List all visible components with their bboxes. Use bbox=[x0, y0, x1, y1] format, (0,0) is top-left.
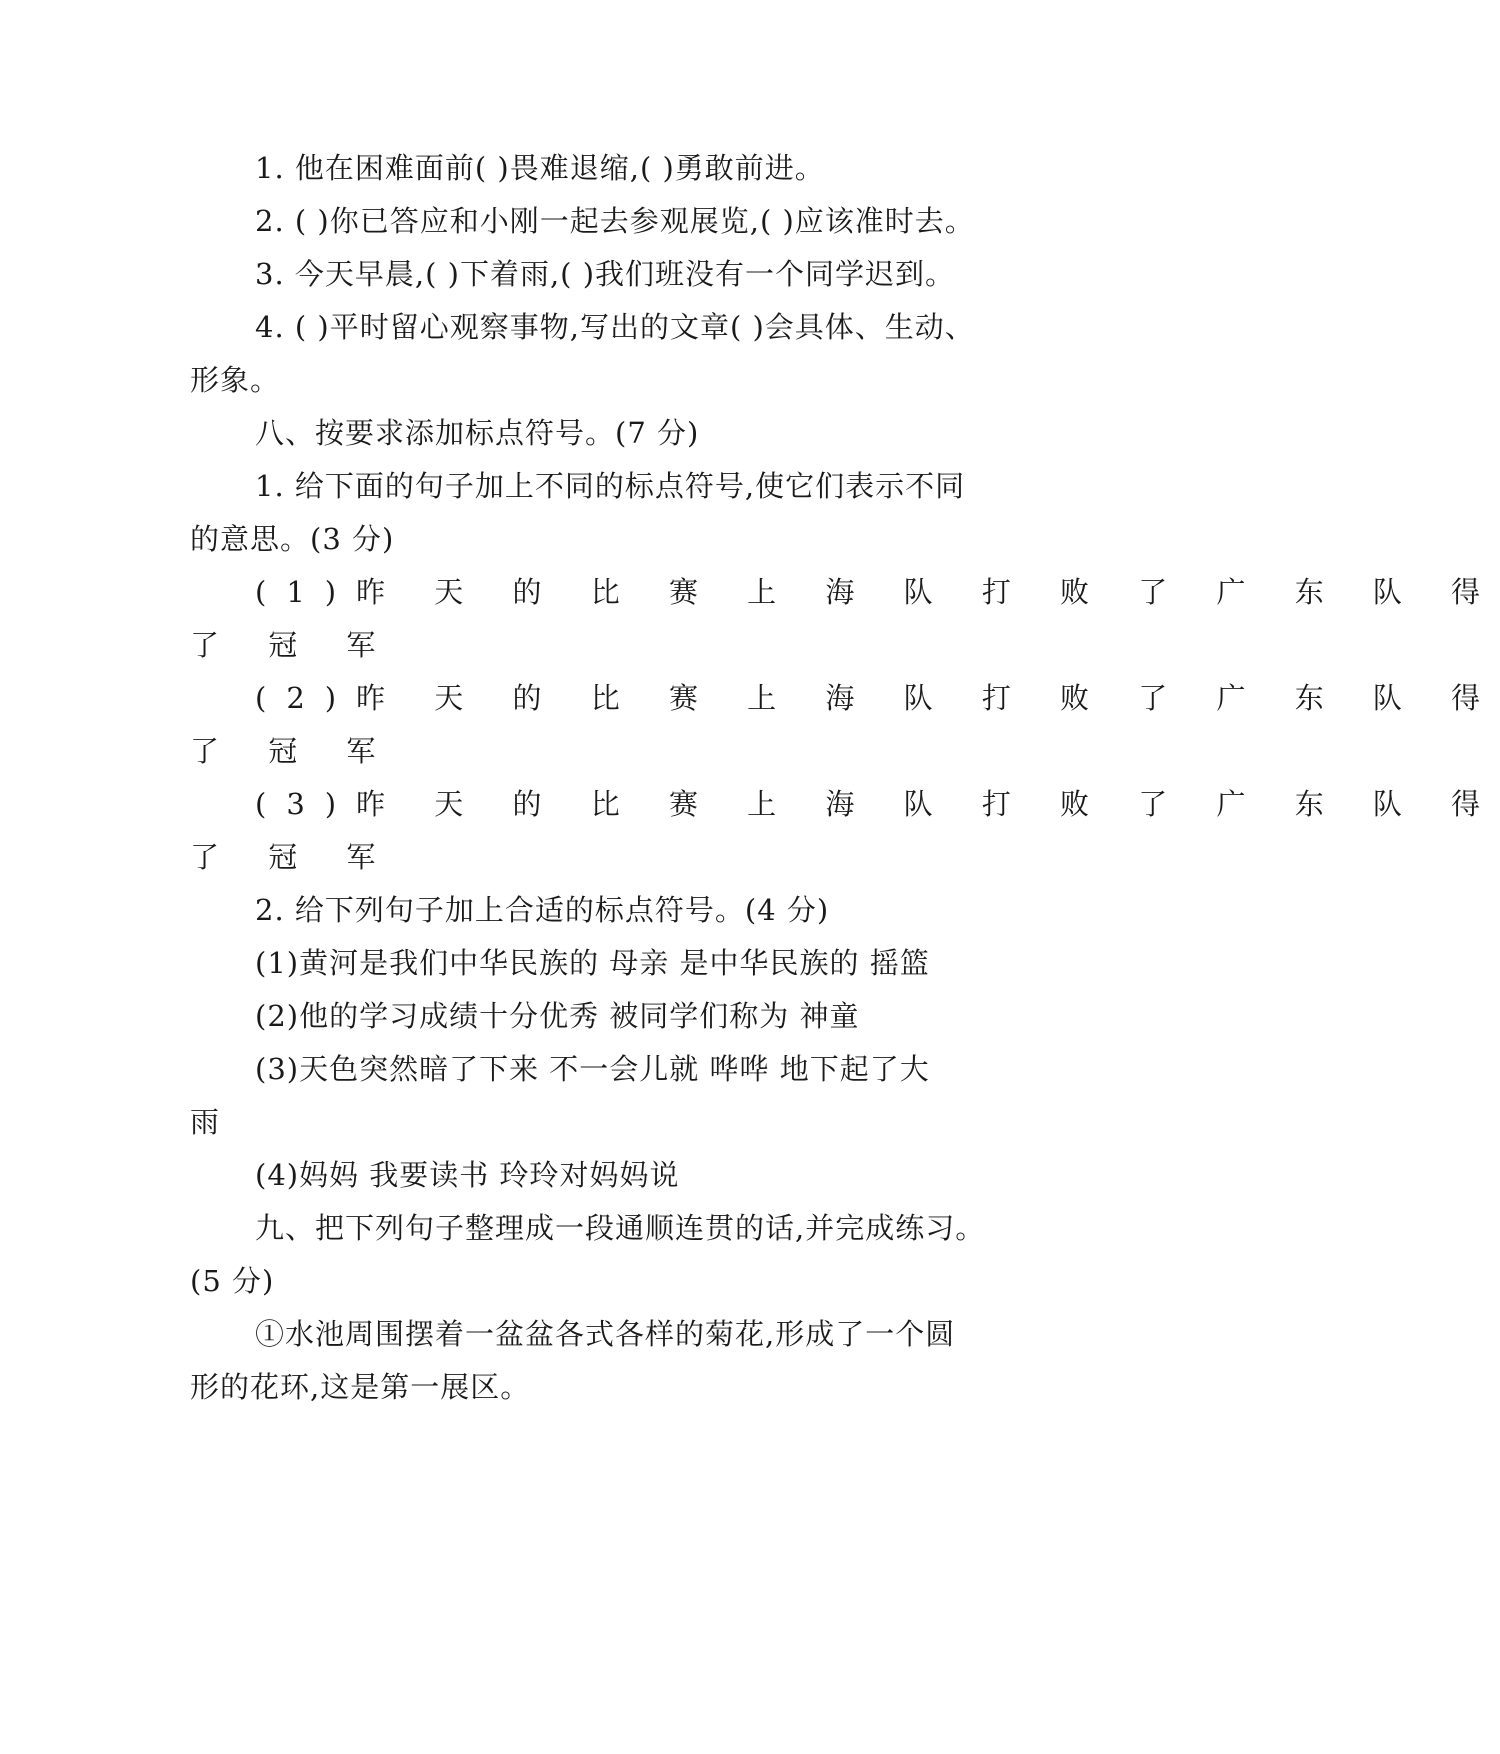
section-9-heading-cont: (5 分) bbox=[190, 1264, 275, 1298]
q7-item-3: 3. 今天早晨,( )下着雨,( )我们班没有一个同学迟到。 bbox=[255, 257, 956, 291]
section-8-heading: 八、按要求添加标点符号。(7 分) bbox=[255, 416, 700, 450]
q8-part-2-sentence-3-cont: 雨 bbox=[190, 1105, 221, 1139]
q8-part-1-sentence-3-cont: 了 冠 军 bbox=[190, 840, 396, 874]
q8-part-1-sentence-3: (3)昨 天 的 比 赛 上 海 队 打 败 了 广 东 队 得 bbox=[255, 787, 1500, 821]
q7-item-1: 1. 他在困难面前( )畏难退缩,( )勇敢前进。 bbox=[255, 151, 825, 185]
q9-sentence-1-cont: 形的花环,这是第一展区。 bbox=[190, 1370, 531, 1404]
q7-item-4-cont: 形象。 bbox=[190, 363, 281, 397]
q8-part-1-prompt-cont: 的意思。(3 分) bbox=[190, 522, 395, 556]
q9-sentence-1: ①水池周围摆着一盆盆各式各样的菊花,形成了一个圆 bbox=[255, 1317, 956, 1351]
q7-item-2: 2. ( )你已答应和小刚一起去参观展览,( )应该准时去。 bbox=[255, 204, 975, 238]
q8-part-2-prompt: 2. 给下列句子加上合适的标点符号。(4 分) bbox=[255, 893, 830, 927]
q8-part-2-sentence-1: (1)黄河是我们中华民族的 母亲 是中华民族的 摇篮 bbox=[255, 946, 930, 980]
section-9-heading: 九、把下列句子整理成一段通顺连贯的话,并完成练习。 bbox=[255, 1211, 986, 1245]
q8-part-2-sentence-2: (2)他的学习成绩十分优秀 被同学们称为 神童 bbox=[255, 999, 860, 1033]
q8-part-1-sentence-2: (2)昨 天 的 比 赛 上 海 队 打 败 了 广 东 队 得 bbox=[255, 681, 1500, 715]
q8-part-2-sentence-3: (3)天色突然暗了下来 不一会儿就 哗哗 地下起了大 bbox=[255, 1052, 930, 1086]
q8-part-1-sentence-2-cont: 了 冠 军 bbox=[190, 734, 396, 768]
q8-part-1-sentence-1-cont: 了 冠 军 bbox=[190, 628, 396, 662]
q8-part-2-sentence-4: (4)妈妈 我要读书 玲玲对妈妈说 bbox=[255, 1158, 680, 1192]
q8-part-1-prompt: 1. 给下面的句子加上不同的标点符号,使它们表示不同 bbox=[255, 469, 966, 503]
q8-part-1-sentence-1: (1)昨 天 的 比 赛 上 海 队 打 败 了 广 东 队 得 bbox=[255, 575, 1500, 609]
q7-item-4: 4. ( )平时留心观察事物,写出的文章( )会具体、生动、 bbox=[255, 310, 975, 344]
